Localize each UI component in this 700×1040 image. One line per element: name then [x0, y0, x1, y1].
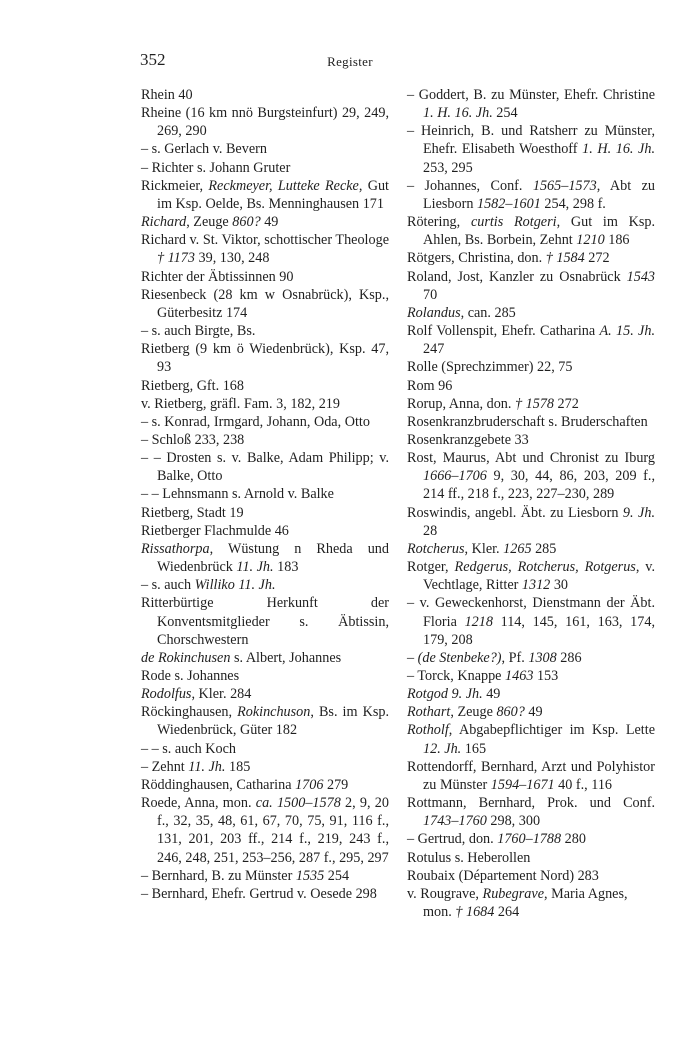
index-entry: Rotulus s. Heberollen [407, 849, 531, 866]
index-entry: Röckinghausen, Rokinchuson, Bs. im Ksp. Wiedenbrück, Güter 182 [141, 704, 389, 739]
index-entry: Rietberger Flachmulde 46 [141, 522, 289, 539]
index-entry: – s. auch Birgte, Bs. [141, 323, 256, 340]
index-entry: – Bernhard, Ehefr. Gertrud v. Oesede 298 [141, 885, 377, 902]
index-entry: Rotcherus, Kler. 1265 285 [407, 540, 557, 557]
index-entry: Rode s. Johannes [141, 668, 240, 684]
index-entry: – s. auch Williko 11. Jh. [141, 577, 276, 594]
index-entry: Rolf Vollenspit, Ehefr. Catharina A. 15. Jh. 247 [407, 323, 655, 358]
index-entry: Rotgod 9. Jh. 49 [407, 686, 501, 703]
index-entry: Ritterbürtige Herkunft der Konventsmitglieder s. Äbtissin, Chorschwestern [141, 595, 389, 648]
index-entry: Rotger, Redgerus, Rotcherus, Rotgerus, v. Vechtlage, Ritter 1312 30 [407, 559, 656, 594]
index-entry: – Bernhard, B. zu Münster 1535 254 [141, 867, 350, 884]
index-entry: Rolandus, can. 285 [407, 304, 516, 321]
index-entry: Rorup, Anna, don. † 1578 272 [407, 395, 579, 412]
index-entry: – s. Gerlach v. Bevern [141, 141, 267, 158]
page-number: 352 [140, 50, 166, 69]
index-entry: Roland, Jost, Kanzler zu Osnabrück 1543 70 [407, 268, 655, 303]
index-entry: Richard v. St. Viktor, schottischer Theologe † 1173 39, 130, 248 [141, 232, 389, 267]
index-entry: Rosenkranzgebete 33 [407, 431, 529, 448]
index-entry: Rottmann, Bernhard, Prok. und Conf. 1743–1760 298, 300 [407, 795, 655, 830]
index-entry: – Schloß 233, 238 [141, 431, 245, 448]
index-entry: de Rokinchusen s. Albert, Johannes [141, 649, 342, 666]
index-entry: – – Drosten s. v. Balke, Adam Philipp; v. Balke, Otto [141, 450, 389, 485]
index-entry: – Zehnt 11. Jh. 185 [141, 758, 251, 775]
index-entry: Rost, Maurus, Abt und Chronist zu Iburg 1666–1706 9, 30, 44, 86, 203, 209 f., 214 ff., 218 f., 223, 227–230, 289 [407, 450, 655, 503]
index-entry: – (de Stenbeke?), Pf. 1308 286 [407, 649, 582, 666]
index-entry: Rötering, curtis Rotgeri, Gut im Ksp. Ahlen, Bs. Borbein, Zehnt 1210 186 [407, 214, 655, 249]
index-entry: Rosenkranzbruderschaft s. Bruderschaften [407, 413, 648, 430]
index-entry: Rotholf, Abgabepflichtiger im Ksp. Lette 12. Jh. 165 [407, 722, 655, 757]
index-entry: Rötgers, Christina, don. † 1584 272 [407, 250, 610, 267]
index-entry: Roubaix (Département Nord) 283 [407, 867, 599, 884]
index-entry: – Heinrich, B. und Ratsherr zu Münster, Ehefr. Elisabeth Woesthoff 1. H. 16. Jh. 253, 295 [407, 123, 655, 176]
right-index-column [407, 86, 655, 921]
index-entry: Rottendorff, Bernhard, Arzt und Polyhistor zu Münster 1594–1671 40 f., 116 [407, 758, 655, 793]
index-entry: – Goddert, B. zu Münster, Ehefr. Christine 1. H. 16. Jh. 254 [407, 87, 655, 122]
index-entry: Rickmeier, Reckmeyer, Lutteke Recke, Gut im Ksp. Oelde, Bs. Menninghausen 171 [141, 177, 389, 212]
left-index-column [141, 86, 389, 903]
index-entry: Rietberg, Gft. 168 [141, 377, 244, 394]
index-entry: Röddinghausen, Catharina 1706 279 [141, 776, 349, 793]
index-entry: Rom 96 [407, 377, 453, 394]
index-entry: – – Lehnsmann s. Arnold v. Balke [141, 486, 334, 503]
index-entry: – Gertrud, don. 1760–1788 280 [407, 831, 586, 848]
index-entry: – Johannes, Conf. 1565–1573, Abt zu Liesborn 1582–1601 254, 298 f. [407, 177, 655, 212]
index-entry: Rhein 40 [141, 87, 193, 103]
index-entry: Richard, Zeuge 860? 49 [141, 214, 279, 231]
index-entry: – v. Geweckenhorst, Dienstmann der Äbt. Floria 1218 114, 145, 161, 163, 174, 179, 208 [407, 595, 655, 648]
index-entry: Richter der Äbtissinnen 90 [141, 268, 294, 285]
index-entry: Roswindis, angebl. Äbt. zu Liesborn 9. Jh. 28 [407, 504, 655, 539]
index-entry: – s. Konrad, Irmgard, Johann, Oda, Otto [141, 413, 370, 430]
index-entry: Rheine (16 km nnö Burgsteinfurt) 29, 249, 269, 290 [141, 105, 389, 140]
index-entry: Rodolfus, Kler. 284 [141, 686, 252, 703]
index-entry: v. Rietberg, gräfl. Fam. 3, 182, 219 [141, 395, 340, 412]
index-entry: Riesenbeck (28 km w Osnabrück), Ksp., Güterbesitz 174 [141, 286, 389, 321]
index-entry: Rolle (Sprechzimmer) 22, 75 [407, 359, 573, 376]
index-entry: Rissathorpa, Wüstung n Rheda und Wiedenbrück 11. Jh. 183 [141, 540, 389, 576]
index-entry: v. Rougrave, Rubegrave, Maria Agnes, mon. † 1684 264 [407, 885, 628, 921]
index-entry: Rietberg (9 km ö Wiedenbrück), Ksp. 47, 93 [141, 341, 389, 376]
index-entry: – Torck, Knappe 1463 153 [407, 668, 559, 684]
index-entry: Roede, Anna, mon. ca. 1500–1578 2, 9, 20 f., 32, 35, 48, 61, 67, 70, 75, 91, 116 f., 131, 201, 203 ff., 214 f., 219, 243 f., 246, 248, 251, 253–256, 287 f., 295, 297 [141, 795, 389, 866]
index-entry: Rothart, Zeuge 860? 49 [407, 704, 543, 721]
index-entry: Rietberg, Stadt 19 [141, 504, 244, 521]
running-head: Register [327, 54, 373, 69]
index-entry: – – s. auch Koch [141, 740, 236, 757]
index-entry: – Richter s. Johann Gruter [141, 159, 291, 176]
